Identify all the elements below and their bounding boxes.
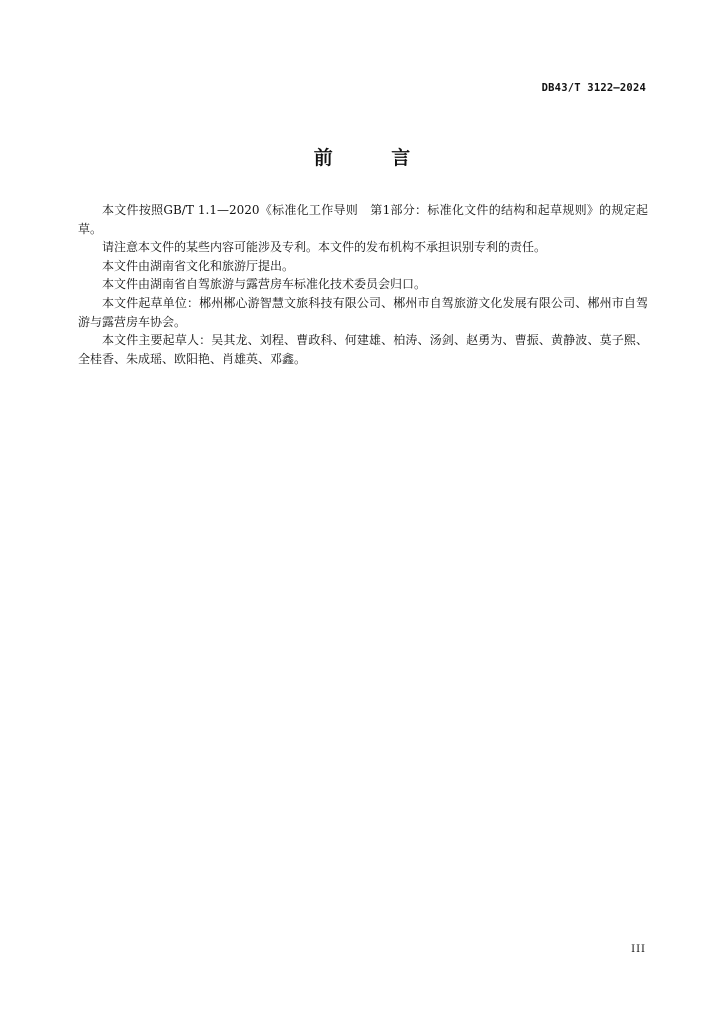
paragraph-patent-notice: 请注意本文件的某些内容可能涉及专利。本文件的发布机构不承担识别专利的责任。 [102,240,547,255]
paragraph-drafters: 本文件主要起草人：吴其龙、刘程、曹政科、何建雄、柏涛、汤剑、赵勇为、曹振、黄静波、莫子熙、全桂香、朱成瑶、欧阳艳、肖雄英、邓鑫。 [78,333,648,366]
page-title: 前 言 [313,147,437,169]
page-number: III [631,944,646,955]
paragraph-proposer: 本文件由湖南省文化和旅游厅提出。 [102,258,295,273]
paragraph-drafting-rules: 本文件按照GB/T 1.1—2020《标准化工作导则 第1部分：标准化文件的结构和起草规则》的规定起草。 [78,203,648,236]
paragraph-committee: 本文件由湖南省自驾旅游与露营房车标准化技术委员会归口。 [102,277,427,292]
document-code: DB43/T 3122—2024 [541,82,646,94]
foreword-body [78,201,648,368]
paragraph-drafting-units: 本文件起草单位：郴州郴心游智慧文旅科技有限公司、郴州市自驾旅游文化发展有限公司、郴州市自驾游与露营房车协会。 [78,295,648,329]
